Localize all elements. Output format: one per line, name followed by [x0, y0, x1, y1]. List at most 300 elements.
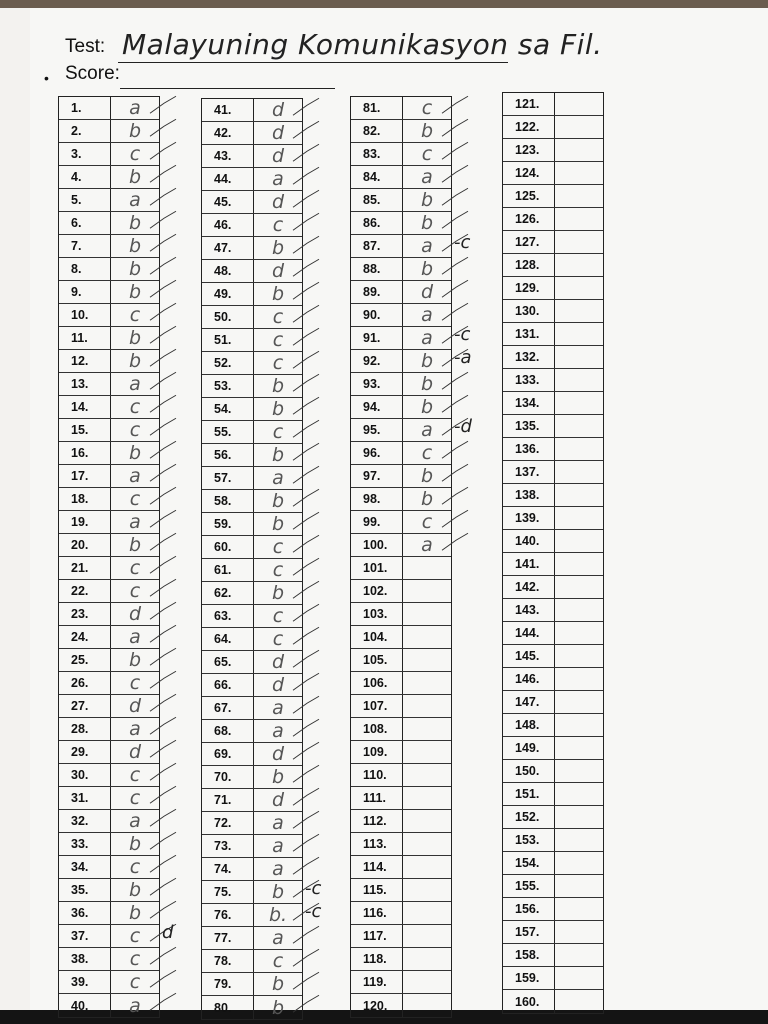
- answer-row: [202, 720, 302, 743]
- answer-row: [351, 419, 451, 442]
- item-number: 12.: [59, 350, 111, 372]
- item-number: 159.: [503, 967, 555, 989]
- answer-cell: b: [420, 373, 434, 395]
- item-number: 28.: [59, 718, 111, 740]
- item-number: 38.: [59, 948, 111, 970]
- answer-row: [202, 214, 302, 237]
- answer-cell: a: [129, 718, 141, 740]
- item-number: 156.: [503, 898, 555, 920]
- answer-cell: d: [271, 145, 285, 167]
- item-number: 142.: [503, 576, 555, 598]
- answer-row: [59, 189, 159, 212]
- answer-cell: a: [129, 373, 141, 395]
- item-number: 127.: [503, 231, 555, 253]
- item-number: 63.: [202, 605, 254, 627]
- answer-cell: b: [271, 513, 285, 535]
- test-name-value: Malayuning Komunikasyon sa Fil.: [122, 28, 603, 61]
- answer-cell: b: [420, 258, 434, 280]
- score-label: Score:: [65, 63, 120, 84]
- answer-row: [59, 304, 159, 327]
- item-number: 57.: [202, 467, 254, 489]
- item-number: 103.: [351, 603, 403, 625]
- answer-row: [503, 323, 603, 346]
- item-number: 117.: [351, 925, 403, 947]
- item-number: 44.: [202, 168, 254, 190]
- item-number: 146.: [503, 668, 555, 690]
- answer-row: [59, 603, 159, 626]
- item-number: 114.: [351, 856, 403, 878]
- answer-row: [59, 833, 159, 856]
- answer-cell: [555, 162, 603, 184]
- answer-cell: b: [128, 212, 142, 234]
- item-number: 98.: [351, 488, 403, 510]
- answer-cell: [403, 833, 451, 855]
- item-number: 79.: [202, 973, 254, 995]
- answer-row: [202, 352, 302, 375]
- answer-cell: [555, 714, 603, 736]
- item-number: 22.: [59, 580, 111, 602]
- item-number: 39.: [59, 971, 111, 993]
- item-number: 58.: [202, 490, 254, 512]
- answer-row: [503, 346, 603, 369]
- item-number: 81.: [351, 97, 403, 119]
- answer-cell: a: [129, 511, 141, 533]
- answer-row: [202, 789, 302, 812]
- answer-row: [503, 415, 603, 438]
- answer-row: [202, 674, 302, 697]
- answer-cell: [555, 300, 603, 322]
- answer-cell: [403, 902, 451, 924]
- item-number: 6.: [59, 212, 111, 234]
- test-label: Test:: [65, 36, 106, 57]
- answer-cell: [403, 695, 451, 717]
- answer-cell: [403, 971, 451, 993]
- item-number: 153.: [503, 829, 555, 851]
- answer-row: [351, 649, 451, 672]
- item-number: 105.: [351, 649, 403, 671]
- answer-cell: c: [272, 306, 284, 328]
- answer-row: [351, 442, 451, 465]
- answer-row: [503, 760, 603, 783]
- item-number: 138.: [503, 484, 555, 506]
- answer-cell: b: [128, 879, 142, 901]
- answer-cell: [555, 691, 603, 713]
- answer-row: [202, 329, 302, 352]
- item-number: 92.: [351, 350, 403, 372]
- answer-row: [202, 996, 302, 1019]
- item-number: 20.: [59, 534, 111, 556]
- item-number: 62.: [202, 582, 254, 604]
- answer-cell: a: [421, 419, 433, 441]
- item-number: 148.: [503, 714, 555, 736]
- item-number: 71.: [202, 789, 254, 811]
- answer-cell: [555, 369, 603, 391]
- answer-row: [59, 235, 159, 258]
- answer-row: [351, 396, 451, 419]
- answer-cell: [403, 764, 451, 786]
- answer-cell: b: [128, 235, 142, 257]
- answer-cell: [555, 645, 603, 667]
- answer-cell: c: [272, 214, 284, 236]
- answer-row: [202, 191, 302, 214]
- margin-annotation: -c: [454, 324, 471, 345]
- answer-cell: b: [128, 833, 142, 855]
- answer-row: [503, 944, 603, 967]
- answer-row: [202, 513, 302, 536]
- item-number: 115.: [351, 879, 403, 901]
- item-number: 35.: [59, 879, 111, 901]
- answer-cell: c: [272, 421, 284, 443]
- answer-row: [59, 856, 159, 879]
- answer-row: [202, 467, 302, 490]
- answer-row: [59, 672, 159, 695]
- answer-row: [202, 444, 302, 467]
- item-number: 94.: [351, 396, 403, 418]
- item-number: 49.: [202, 283, 254, 305]
- item-number: 29.: [59, 741, 111, 763]
- answer-cell: c: [129, 557, 141, 579]
- answer-row: [59, 787, 159, 810]
- answer-row: [59, 810, 159, 833]
- item-number: 46.: [202, 214, 254, 236]
- answer-row: [202, 743, 302, 766]
- item-number: 75.: [202, 881, 254, 903]
- answer-row: [503, 300, 603, 323]
- item-number: 33.: [59, 833, 111, 855]
- item-number: 15.: [59, 419, 111, 441]
- answer-row: [59, 580, 159, 603]
- answer-cell: [555, 875, 603, 897]
- item-number: 51.: [202, 329, 254, 351]
- answer-cell: b: [271, 881, 285, 903]
- answer-cell: [555, 277, 603, 299]
- item-number: 48.: [202, 260, 254, 282]
- answer-row: [59, 143, 159, 166]
- item-number: 54.: [202, 398, 254, 420]
- answer-cell: b: [420, 396, 434, 418]
- answer-cell: b: [271, 398, 285, 420]
- answer-cell: d: [128, 741, 142, 763]
- answer-row: [59, 902, 159, 925]
- item-number: 17.: [59, 465, 111, 487]
- answer-cell: d: [271, 99, 285, 121]
- answer-row: [351, 948, 451, 971]
- answer-cell: d: [271, 122, 285, 144]
- answer-row: [503, 852, 603, 875]
- item-number: 84.: [351, 166, 403, 188]
- answer-row: [59, 695, 159, 718]
- item-number: 104.: [351, 626, 403, 648]
- item-number: 14.: [59, 396, 111, 418]
- item-number: 5.: [59, 189, 111, 211]
- answer-cell: a: [272, 812, 284, 834]
- score-underline: [120, 88, 335, 89]
- answer-cell: c: [129, 971, 141, 993]
- item-number: 139.: [503, 507, 555, 529]
- item-number: 55.: [202, 421, 254, 443]
- item-number: 69.: [202, 743, 254, 765]
- answer-row: [351, 511, 451, 534]
- item-number: 11.: [59, 327, 111, 349]
- answer-row: [503, 576, 603, 599]
- answer-cell: [403, 741, 451, 763]
- answer-row: [503, 921, 603, 944]
- item-number: 141.: [503, 553, 555, 575]
- answer-cell: c: [272, 628, 284, 650]
- answer-row: [503, 806, 603, 829]
- item-number: 100.: [351, 534, 403, 556]
- answer-row: [503, 553, 603, 576]
- answer-row: [202, 881, 302, 904]
- answer-row: [59, 718, 159, 741]
- item-number: 147.: [503, 691, 555, 713]
- answer-row: [202, 651, 302, 674]
- answer-cell: [555, 93, 603, 115]
- answer-cell: [555, 323, 603, 345]
- item-number: 109.: [351, 741, 403, 763]
- answer-cell: [403, 948, 451, 970]
- answer-row: [59, 764, 159, 787]
- item-number: 128.: [503, 254, 555, 276]
- answer-row: [351, 810, 451, 833]
- answer-row: [351, 672, 451, 695]
- answer-row: [503, 369, 603, 392]
- answer-cell: [403, 994, 451, 1017]
- answer-cell: d: [271, 789, 285, 811]
- answer-cell: a: [129, 810, 141, 832]
- answer-cell: [555, 806, 603, 828]
- answer-row: [503, 691, 603, 714]
- item-number: 86.: [351, 212, 403, 234]
- answer-row: [59, 971, 159, 994]
- answer-cell: b: [128, 258, 142, 280]
- item-number: 106.: [351, 672, 403, 694]
- answer-row: [503, 622, 603, 645]
- answer-cell: a: [421, 534, 433, 556]
- answer-row: [202, 168, 302, 191]
- answer-cell: d: [128, 695, 142, 717]
- item-number: 157.: [503, 921, 555, 943]
- answer-cell: c: [421, 97, 433, 119]
- answer-row: [351, 281, 451, 304]
- answer-row: [59, 97, 159, 120]
- answer-row: [503, 438, 603, 461]
- answer-row: [351, 626, 451, 649]
- answer-cell: c: [421, 511, 433, 533]
- answer-cell: [555, 576, 603, 598]
- item-number: 10.: [59, 304, 111, 326]
- item-number: 149.: [503, 737, 555, 759]
- item-number: 65.: [202, 651, 254, 673]
- item-number: 155.: [503, 875, 555, 897]
- answer-cell: [555, 599, 603, 621]
- answer-cell: [555, 438, 603, 460]
- answer-row: [351, 120, 451, 143]
- answer-cell: [403, 718, 451, 740]
- answer-cell: [555, 760, 603, 782]
- answer-row: [351, 488, 451, 511]
- answer-row: [351, 833, 451, 856]
- answer-row: [351, 856, 451, 879]
- answer-row: [503, 714, 603, 737]
- item-number: 31.: [59, 787, 111, 809]
- answer-cell: b: [128, 166, 142, 188]
- answer-row: [202, 582, 302, 605]
- answer-cell: [403, 879, 451, 901]
- answer-cell: c: [129, 764, 141, 786]
- item-number: 97.: [351, 465, 403, 487]
- item-number: 95.: [351, 419, 403, 441]
- answer-column-2: [201, 98, 303, 1020]
- item-number: 126.: [503, 208, 555, 230]
- item-number: 107.: [351, 695, 403, 717]
- answer-row: [503, 783, 603, 806]
- answer-cell: [555, 185, 603, 207]
- answer-cell: [555, 668, 603, 690]
- photo-background-top: [0, 0, 768, 8]
- item-number: 68.: [202, 720, 254, 742]
- margin-annotation: -a: [454, 347, 472, 368]
- answer-cell: b: [271, 582, 285, 604]
- answer-row: [202, 99, 302, 122]
- answer-cell: [555, 392, 603, 414]
- answer-cell: c: [129, 143, 141, 165]
- answer-cell: [555, 990, 603, 1013]
- answer-cell: [403, 580, 451, 602]
- answer-cell: d: [128, 603, 142, 625]
- answer-cell: c: [272, 329, 284, 351]
- answer-row: [59, 373, 159, 396]
- item-number: 64.: [202, 628, 254, 650]
- answer-cell: a: [129, 97, 141, 119]
- answer-cell: a: [272, 168, 284, 190]
- test-underline: [118, 62, 508, 63]
- item-number: 19.: [59, 511, 111, 533]
- answer-row: [503, 645, 603, 668]
- answer-row: [351, 235, 451, 258]
- answer-row: [351, 879, 451, 902]
- item-number: 27.: [59, 695, 111, 717]
- item-number: 61.: [202, 559, 254, 581]
- answer-row: [202, 858, 302, 881]
- answer-row: [202, 950, 302, 973]
- item-number: 133.: [503, 369, 555, 391]
- answer-cell: b.: [268, 904, 288, 926]
- answer-cell: b: [128, 534, 142, 556]
- answer-cell: [555, 254, 603, 276]
- answer-cell: c: [421, 442, 433, 464]
- answer-cell: [555, 622, 603, 644]
- answer-cell: a: [129, 465, 141, 487]
- answer-column-4: [502, 92, 604, 1014]
- item-number: 111.: [351, 787, 403, 809]
- item-number: 125.: [503, 185, 555, 207]
- answer-row: [351, 97, 451, 120]
- answer-row: [59, 741, 159, 764]
- answer-cell: c: [272, 605, 284, 627]
- answer-cell: b: [128, 327, 142, 349]
- answer-row: [202, 306, 302, 329]
- answer-row: [59, 557, 159, 580]
- answer-row: [503, 139, 603, 162]
- item-number: 53.: [202, 375, 254, 397]
- answer-cell: [403, 603, 451, 625]
- answer-row: [59, 350, 159, 373]
- answer-cell: [403, 626, 451, 648]
- item-number: 2.: [59, 120, 111, 142]
- item-number: 78.: [202, 950, 254, 972]
- answer-cell: a: [272, 835, 284, 857]
- answer-row: [59, 442, 159, 465]
- answer-cell: b: [420, 120, 434, 142]
- answer-cell: c: [129, 672, 141, 694]
- answer-cell: [555, 852, 603, 874]
- answer-row: [503, 737, 603, 760]
- item-number: 120.: [351, 994, 403, 1017]
- answer-row: [503, 668, 603, 691]
- answer-row: [351, 557, 451, 580]
- item-number: 158.: [503, 944, 555, 966]
- item-number: 73.: [202, 835, 254, 857]
- answer-cell: a: [129, 626, 141, 648]
- answer-cell: c: [129, 396, 141, 418]
- answer-row: [503, 875, 603, 898]
- answer-row: [202, 490, 302, 513]
- answer-cell: a: [272, 720, 284, 742]
- answer-cell: a: [421, 327, 433, 349]
- item-number: 116.: [351, 902, 403, 924]
- answer-cell: [403, 649, 451, 671]
- item-number: 118.: [351, 948, 403, 970]
- answer-cell: b: [271, 996, 285, 1019]
- answer-row: [503, 507, 603, 530]
- answer-cell: b: [128, 442, 142, 464]
- item-number: 90.: [351, 304, 403, 326]
- answer-row: [351, 327, 451, 350]
- answer-cell: a: [272, 697, 284, 719]
- item-number: 93.: [351, 373, 403, 395]
- item-number: 83.: [351, 143, 403, 165]
- answer-row: [503, 162, 603, 185]
- item-number: 122.: [503, 116, 555, 138]
- answer-cell: d: [271, 743, 285, 765]
- item-number: 151.: [503, 783, 555, 805]
- answer-column-1: [58, 96, 160, 1018]
- answer-row: [202, 536, 302, 559]
- answer-row: [202, 766, 302, 789]
- answer-cell: [403, 787, 451, 809]
- answer-column-3: [350, 96, 452, 1018]
- answer-cell: a: [129, 189, 141, 211]
- item-number: 77.: [202, 927, 254, 949]
- item-number: 47.: [202, 237, 254, 259]
- answer-row: [351, 350, 451, 373]
- answer-cell: [555, 898, 603, 920]
- answer-cell: [403, 672, 451, 694]
- answer-row: [351, 534, 451, 557]
- answer-cell: [555, 829, 603, 851]
- item-number: 76.: [202, 904, 254, 926]
- item-number: 52.: [202, 352, 254, 374]
- answer-row: [59, 327, 159, 350]
- item-number: 154.: [503, 852, 555, 874]
- answer-cell: b: [420, 488, 434, 510]
- answer-cell: c: [129, 488, 141, 510]
- answer-cell: c: [272, 950, 284, 972]
- answer-row: [202, 605, 302, 628]
- item-number: 42.: [202, 122, 254, 144]
- answer-cell: a: [272, 858, 284, 880]
